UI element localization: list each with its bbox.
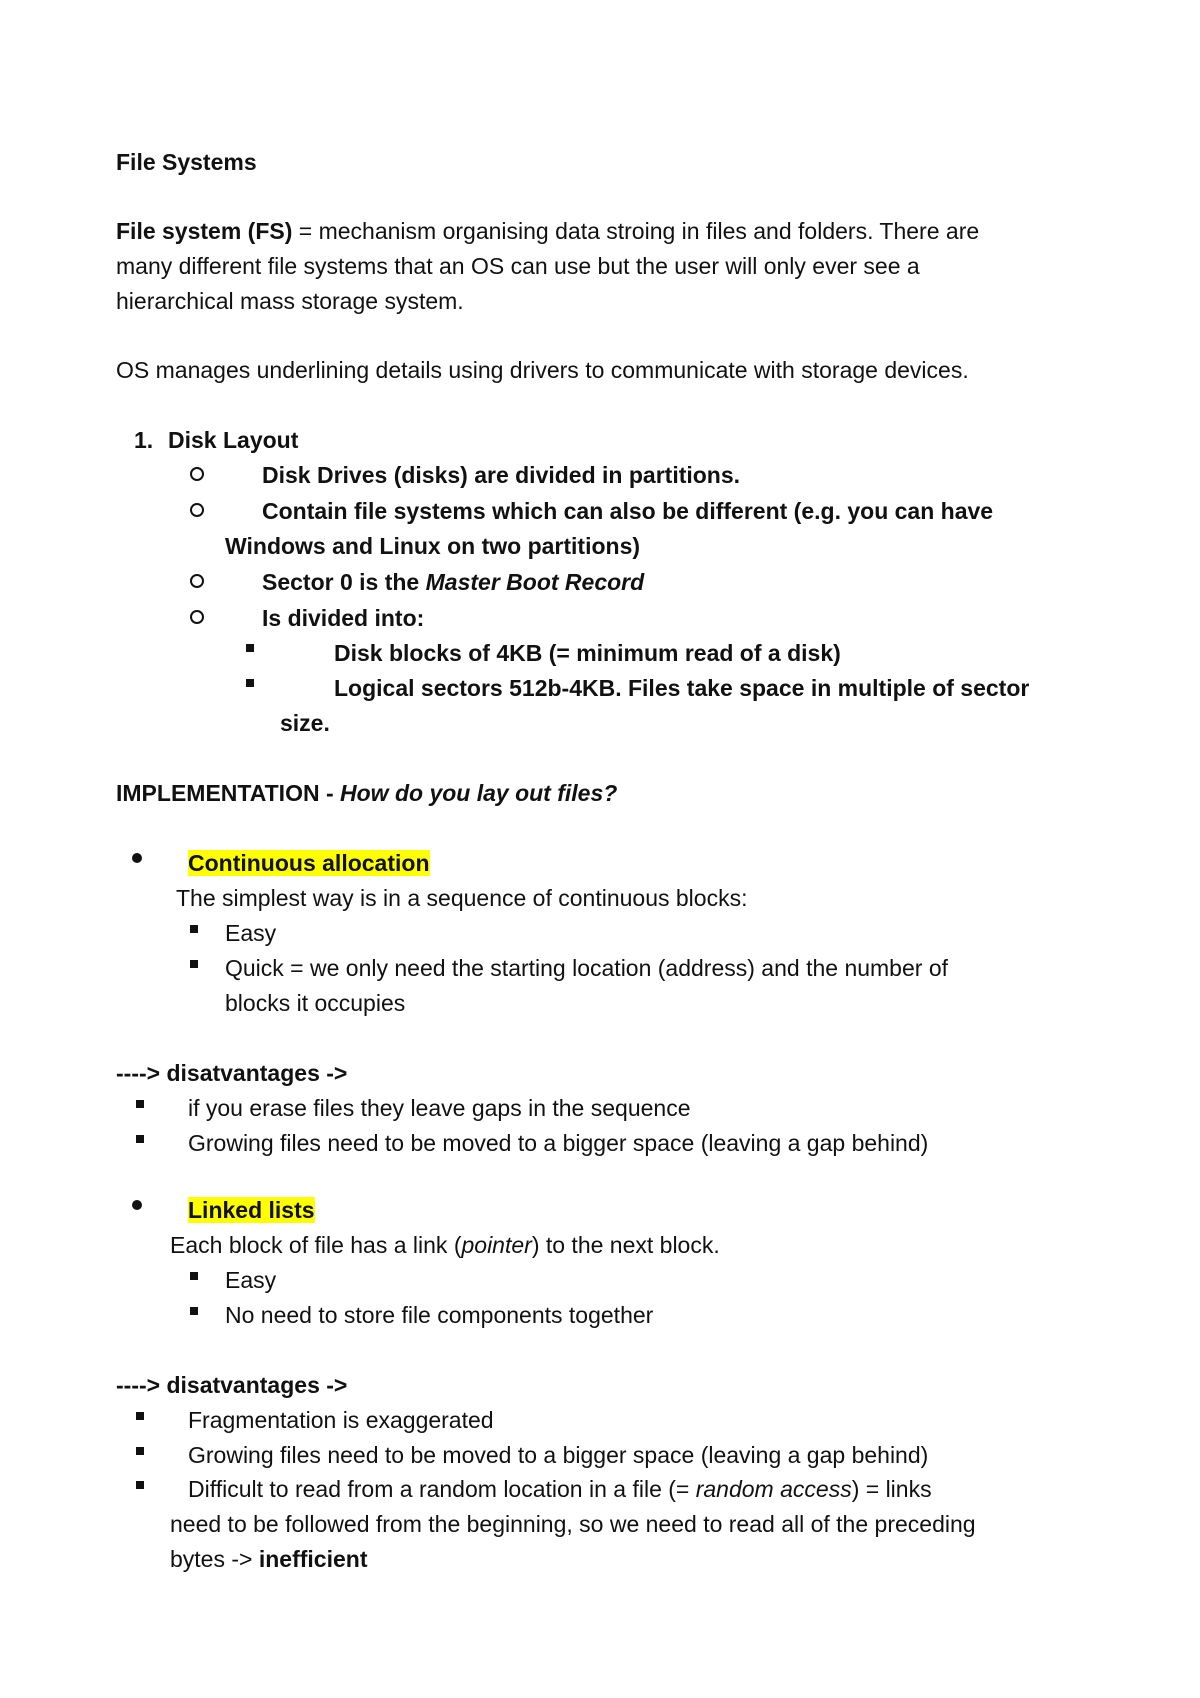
disk-sub-2-cont: size. [280,710,330,736]
square-bullet-icon [136,1412,144,1420]
disk-item-2: Contain file systems which can also be different (e.g. you can have [262,498,994,524]
linked-con-3-line-3 [170,1543,367,1575]
continuous-desc: The simplest way is in a sequence of continuous blocks: [176,885,748,911]
inefficient-term: inefficient [258,1546,368,1572]
bytes-text: bytes -> [170,1546,259,1572]
circle-bullet-icon [190,574,204,588]
square-bullet-icon [136,1135,144,1143]
linked-con-3-line-2: need to be followed from the beginning, so we need to read all of the preceding [170,1511,976,1537]
square-bullet-icon [190,1272,198,1280]
linked-pro-2: No need to store file components together [225,1302,654,1328]
square-bullet-icon [246,644,254,652]
continuous-con-1: if you erase files they leave gaps in the sequence [188,1095,691,1121]
continuous-pro-2: Quick = we only need the starting location (address) and the number of [225,955,948,981]
continuous-heading [188,847,430,879]
dot-bullet-icon [132,853,142,863]
linked-con-3-post: ) = links [851,1476,932,1502]
linked-con-3-pre: Difficult to read from a random location in a file (= [188,1476,696,1502]
dot-bullet-icon [132,1200,142,1210]
disk-item-3 [262,566,644,598]
intro-line-3: hierarchical mass storage system. [116,288,464,314]
intro-line-1 [116,215,979,247]
square-bullet-icon [246,679,254,687]
circle-bullet-icon [190,503,204,517]
square-bullet-icon [136,1481,144,1489]
intro-line-2: many different file systems that an OS can use but the user will only ever see a [116,253,920,279]
linked-con-2: Growing files need to be moved to a bigger space (leaving a gap behind) [188,1442,929,1468]
square-bullet-icon [136,1100,144,1108]
disk-layout-number: 1. [134,427,154,453]
linked-highlight: Linked lists [188,1197,315,1223]
linked-heading [188,1194,315,1226]
disk-item-4: Is divided into: [262,605,425,631]
disk-item-2-cont: Windows and Linux on two partitions) [225,533,641,559]
disk-layout-heading: Disk Layout [168,427,299,453]
implementation-question: How do you lay out files? [340,780,618,806]
disk-sub-2: Logical sectors 512b-4KB. Files take space in multiple of sector [334,675,1030,701]
square-bullet-icon [136,1447,144,1455]
circle-bullet-icon [190,610,204,624]
continuous-highlight: Continuous allocation [188,850,430,876]
linked-desc-pre: Each block of file has a link ( [170,1232,462,1258]
linked-con-1: Fragmentation is exaggerated [188,1407,494,1433]
master-boot-record: Master Boot Record [425,569,645,595]
document-title: File Systems [116,149,257,175]
intro-text-1: = mechanism organising data stroing in files and folders. There are [292,218,980,244]
implementation-label: IMPLEMENTATION - [116,780,341,806]
square-bullet-icon [190,925,198,933]
continuous-dis-heading: ----> disatvantages -> [116,1060,348,1086]
random-access-term: random access [695,1476,852,1502]
linked-con-3 [188,1473,932,1505]
fs-term: File system (FS) [116,218,293,244]
os-line: OS manages underlining details using drivers to communicate with storage devices. [116,357,969,383]
implementation-heading [116,777,617,809]
continuous-pro-2-cont: blocks it occupies [225,990,406,1016]
disk-item-1: Disk Drives (disks) are divided in partitions. [262,462,741,488]
continuous-con-2: Growing files need to be moved to a bigger space (leaving a gap behind) [188,1130,929,1156]
linked-desc [170,1229,720,1261]
linked-desc-post: ) to the next block. [531,1232,720,1258]
square-bullet-icon [190,1307,198,1315]
disk-sub-1: Disk blocks of 4KB (= minimum read of a disk) [334,640,841,666]
linked-pro-1: Easy [225,1267,277,1293]
sector-prefix: Sector 0 is the [262,569,426,595]
linked-dis-heading: ----> disatvantages -> [116,1372,348,1398]
pointer-term: pointer [461,1232,532,1258]
continuous-pro-1: Easy [225,920,277,946]
square-bullet-icon [190,960,198,968]
circle-bullet-icon [190,467,204,481]
